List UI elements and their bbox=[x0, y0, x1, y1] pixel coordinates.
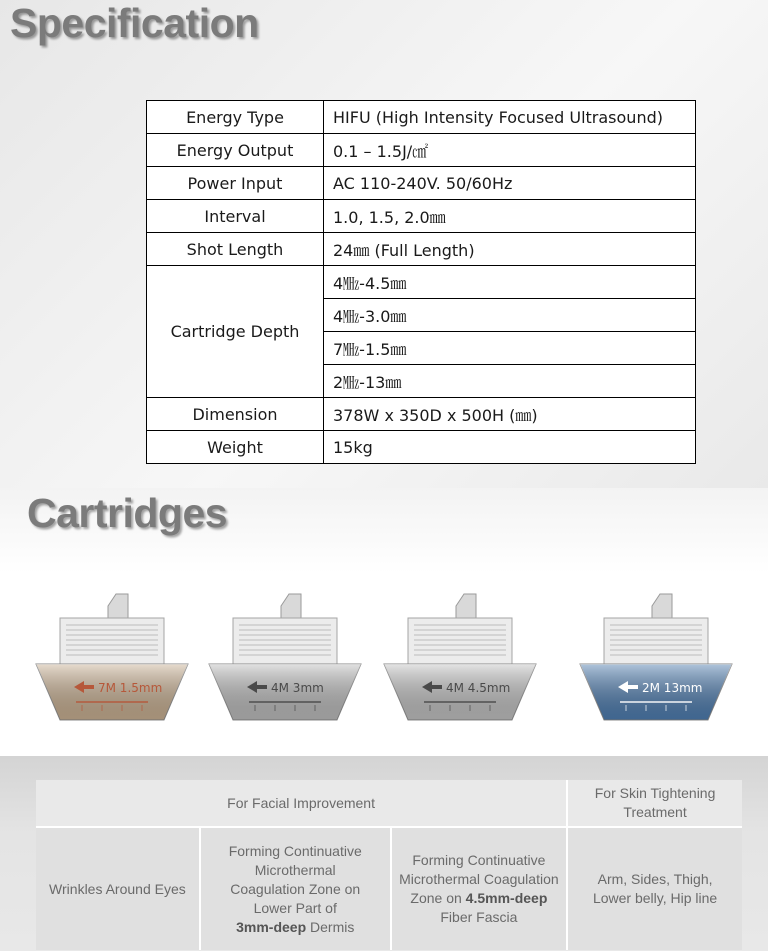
desc-line: Lower Part of bbox=[253, 899, 337, 916]
cartridge-connector bbox=[652, 594, 672, 618]
cartridge-illustration bbox=[380, 588, 540, 738]
desc-line: Microthermal Coagulation bbox=[399, 871, 559, 887]
spec-label: Energy Type bbox=[147, 101, 324, 134]
spec-value: 4㎒-4.5㎜ bbox=[324, 266, 696, 299]
cartridge-connector bbox=[108, 594, 128, 618]
spec-row-shot-length bbox=[147, 233, 696, 266]
treatment-4-5mm bbox=[391, 827, 567, 950]
depth-highlight: 3mm-deep bbox=[236, 918, 307, 935]
treatment-body-row bbox=[36, 827, 742, 950]
desc-line: Coagulation Zone on bbox=[230, 880, 361, 897]
cartridge-illustration bbox=[32, 588, 192, 738]
spec-label: Power Input bbox=[147, 167, 324, 200]
spec-row-power-input bbox=[147, 167, 696, 200]
specification-title: Specification bbox=[10, 0, 259, 46]
spec-value: HIFU (High Intensity Focused Ultrasound) bbox=[324, 101, 696, 134]
cartridges-title: Cartridges bbox=[27, 490, 228, 536]
specification-table bbox=[146, 100, 696, 464]
cartridge-gallery bbox=[0, 574, 768, 756]
cartridge-illustration bbox=[576, 588, 736, 738]
spec-row-cartridge-depth bbox=[147, 266, 696, 299]
cartridge-illustration bbox=[205, 588, 365, 738]
cartridge-item bbox=[32, 588, 192, 738]
spec-value: 15kg bbox=[324, 431, 696, 464]
treatment-3mm bbox=[200, 827, 391, 950]
depth-highlight: 4.5mm-deep bbox=[465, 890, 548, 906]
spec-label: Dimension bbox=[147, 398, 324, 431]
spec-value: 7㎒-1.5㎜ bbox=[324, 332, 696, 365]
desc-line: Arm, Sides, Thigh, bbox=[597, 871, 713, 887]
cartridge-label: 4M 3mm bbox=[271, 681, 324, 695]
cartridge-connector bbox=[456, 594, 476, 618]
facial-improvement-header: For Facial Improvement bbox=[36, 780, 567, 827]
desc-line: Forming Continuative bbox=[412, 852, 546, 868]
spec-row-energy-type bbox=[147, 101, 696, 134]
skin-tightening-header bbox=[567, 780, 742, 827]
desc-line: Microthermal bbox=[254, 861, 336, 878]
cartridge-label: 4M 4.5mm bbox=[446, 681, 511, 695]
spec-label: Cartridge Depth bbox=[147, 266, 324, 398]
cartridge-connector bbox=[281, 594, 301, 618]
spec-value: 1.0, 1.5, 2.0㎜ bbox=[324, 200, 696, 233]
header-line: For Skin Tightening bbox=[594, 785, 716, 801]
spec-value: 2㎒-13㎜ bbox=[324, 365, 696, 398]
cartridge-label: 2M 13mm bbox=[642, 681, 703, 695]
cartridge-item bbox=[576, 588, 736, 738]
desc-line: Fiber Fascia bbox=[440, 909, 518, 925]
cartridge-item bbox=[380, 588, 540, 738]
spec-row-energy-output bbox=[147, 134, 696, 167]
spec-label: Energy Output bbox=[147, 134, 324, 167]
spec-label: Interval bbox=[147, 200, 324, 233]
spec-value: 378W x 350D x 500H (㎜) bbox=[324, 398, 696, 431]
treatment-table bbox=[36, 780, 742, 950]
desc-line: Forming Continuative bbox=[228, 842, 362, 859]
desc-line: Dermis bbox=[306, 918, 355, 935]
spec-row-interval bbox=[147, 200, 696, 233]
spec-label: Shot Length bbox=[147, 233, 324, 266]
cartridge-item bbox=[205, 588, 365, 738]
desc-line: Zone on bbox=[410, 890, 466, 906]
spec-row-dimension bbox=[147, 398, 696, 431]
treatment-body-areas bbox=[567, 827, 742, 950]
spec-value: AC 110-240V. 50/60Hz bbox=[324, 167, 696, 200]
header-line: Treatment bbox=[623, 804, 687, 820]
treatment-eyes: Wrinkles Around Eyes bbox=[36, 827, 200, 950]
spec-value: 4㎒-3.0㎜ bbox=[324, 299, 696, 332]
spec-label: Weight bbox=[147, 431, 324, 464]
desc-line: Lower belly, Hip line bbox=[592, 890, 718, 906]
spec-row-weight bbox=[147, 431, 696, 464]
cartridge-label: 7M 1.5mm bbox=[98, 681, 163, 695]
spec-value: 24㎜ (Full Length) bbox=[324, 233, 696, 266]
treatment-header-row bbox=[36, 780, 742, 827]
spec-value: 0.1 – 1.5J/㎠ bbox=[324, 134, 696, 167]
